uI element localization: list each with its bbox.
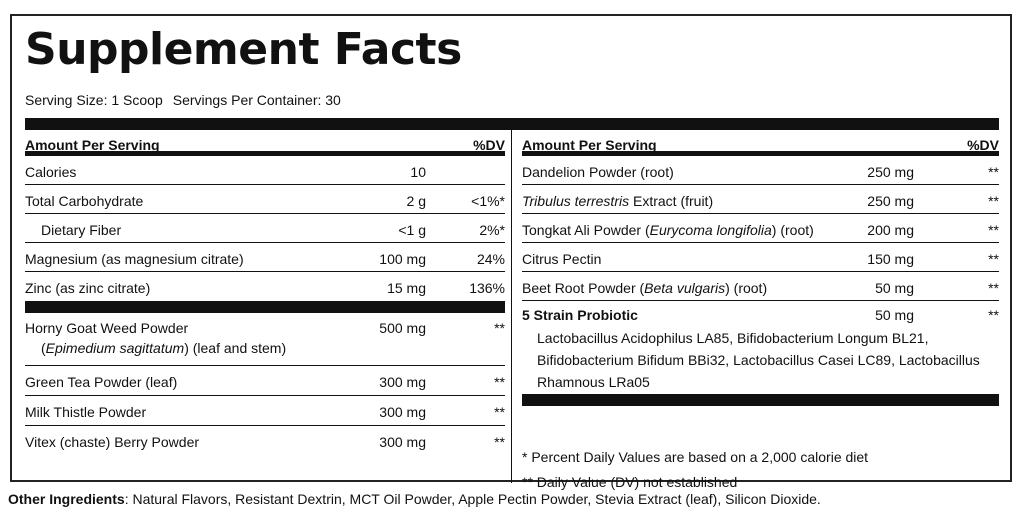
table-row [522,214,999,243]
left-header-row [25,130,505,156]
ingredient-dv: ** [494,320,505,336]
table-row [522,243,999,272]
nutrient-dv: 24% [476,251,505,267]
left-section-rule [25,301,505,313]
amount-per-serving-header: Amount Per Serving [522,137,657,153]
panel-title: Supplement Facts [25,24,462,75]
latin-name: Tribulus terrestris [522,193,630,209]
probiotic-dv: ** [988,307,999,323]
nutrient-name: Dietary Fiber [41,222,122,238]
name-prefix: Tongkat Ali Powder ( [522,222,650,238]
latin-name: Beta vulgaris [644,280,726,296]
table-row [25,313,505,366]
latin-name: Eurycoma longifolia [649,222,772,238]
name-suffix: ) (root) [725,280,768,296]
name-suffix: ) (root) [771,222,814,238]
ingredient-name [522,192,713,210]
dv-header: %DV [473,137,505,153]
name-prefix: Beet Root Powder ( [522,280,645,296]
servings-per-container: Servings Per Container: 30 [172,92,341,108]
ingredient-name [522,279,767,297]
table-row [25,272,505,301]
latin-name: Epimedium sagittatum [45,340,185,356]
serving-size: Serving Size: 1 Scoop [25,92,163,108]
ingredient-name: Milk Thistle Powder [25,404,147,420]
table-row [25,366,505,396]
ingredient-dv: ** [988,164,999,180]
ingredient-amount: 150 mg [867,251,914,267]
ingredient-name: Vitex (chaste) Berry Powder [25,434,200,450]
left-column [25,130,505,456]
ingredient-amount: 300 mg [379,404,426,420]
probiotic-strains: Lactobacillus Acidophilus LA85, Bifidobacterium Longum BL21, Bifidobacterium Bifidum BBi32, Lactobacillus Casei LC89, Lactobacillus Rhamnous LRa05 [537,330,980,390]
footnote-percent-dv: * Percent Daily Values are based on a 2,000 calorie diet [522,449,869,465]
ingredient-dv: ** [988,251,999,267]
right-header-row [522,130,999,156]
table-row [25,214,505,243]
nutrient-name: Magnesium (as magnesium citrate) [25,251,244,267]
name-suffix: Extract (fruit) [629,193,714,209]
ingredient-subline: (Epimedium sagittatum) (leaf and stem) [41,340,287,356]
column-divider [511,130,512,483]
ingredient-dv: ** [988,280,999,296]
table-row [522,185,999,214]
ingredient-dv: ** [988,222,999,238]
nutrient-amount: 15 mg [387,280,426,296]
ingredient-amount: 500 mg [379,320,426,336]
table-row [522,156,999,185]
nutrient-dv: 2%* [479,222,505,238]
right-section-rule [522,394,999,406]
ingredient-amount: 50 mg [875,280,914,296]
other-ingredients-text: : Natural Flavors, Resistant Dextrin, MCT Oil Powder, Apple Pectin Powder, Stevia Extract (leaf), Silicon Dioxide. [124,491,821,507]
probiotic-row [522,301,999,394]
amount-per-serving-header: Amount Per Serving [25,137,160,153]
nutrient-amount: 10 [410,164,426,180]
plant-part: (leaf and stem) [188,340,287,356]
footnote-dv-not-established: ** Daily Value (DV) not established [522,474,738,490]
nutrient-name: Zinc (as zinc citrate) [25,280,151,296]
table-row [25,396,505,426]
nutrient-name: Calories [25,164,77,180]
ingredient-dv: ** [494,434,505,450]
ingredient-name: Green Tea Powder (leaf) [25,374,178,390]
ingredient-name: Citrus Pectin [522,251,602,267]
nutrient-dv: <1%* [471,193,505,209]
ingredient-amount: 250 mg [867,193,914,209]
table-row [522,272,999,301]
probiotic-name: 5 Strain Probiotic [522,307,638,323]
table-row [25,426,505,456]
ingredient-amount: 250 mg [867,164,914,180]
right-column [522,130,999,490]
ingredient-name [522,221,814,239]
ingredient-name: Dandelion Powder (root) [522,164,674,180]
ingredient-name: Horny Goat Weed Powder [25,320,189,336]
ingredient-dv: ** [494,404,505,420]
table-row [25,185,505,214]
ingredient-amount: 200 mg [867,222,914,238]
ingredient-dv: ** [494,374,505,390]
other-ingredients-label: Other Ingredients [8,491,125,507]
table-row [25,243,505,272]
ingredient-dv: ** [988,193,999,209]
top-thick-rule [25,118,999,130]
nutrient-amount: 2 g [406,193,426,209]
nutrient-name: Total Carbohydrate [25,193,144,209]
supplement-facts-panel [10,14,1012,490]
nutrient-amount: 100 mg [379,251,426,267]
nutrient-dv: 136% [469,280,505,296]
ingredient-amount: 300 mg [379,434,426,450]
serving-info [25,91,341,109]
nutrient-amount: <1 g [398,222,426,238]
ingredient-amount: 300 mg [379,374,426,390]
table-row [25,156,505,185]
other-ingredients [8,490,821,508]
probiotic-amount: 50 mg [875,307,914,323]
dv-header: %DV [967,137,999,153]
